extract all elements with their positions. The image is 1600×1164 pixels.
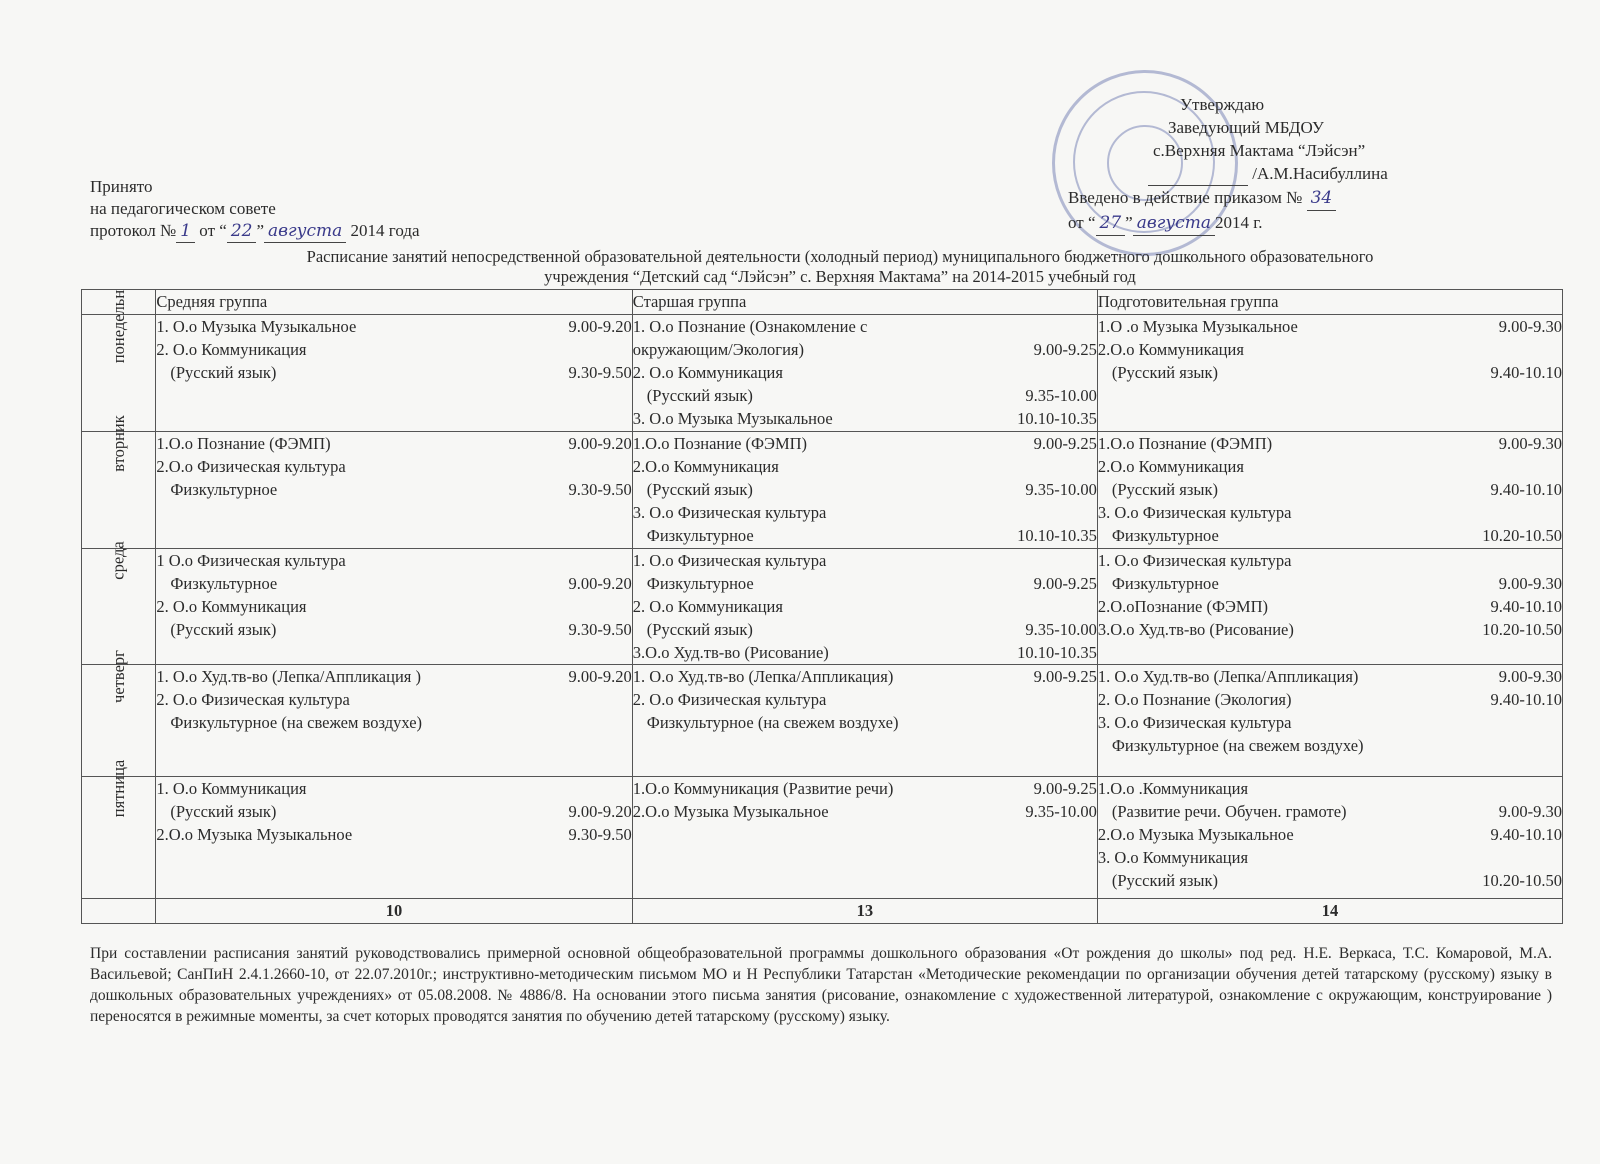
lesson-line	[1098, 524, 1562, 547]
lesson-line	[1098, 478, 1562, 501]
lesson-time: 9.30-9.50	[568, 480, 632, 499]
lesson-time: 10.20-10.50	[1482, 526, 1562, 545]
approve-from-label: от “	[1068, 213, 1096, 232]
table-row	[82, 549, 1563, 665]
schedule-cell	[1097, 315, 1562, 432]
lesson-time: 9.00-9.30	[1498, 802, 1562, 821]
table-row	[82, 777, 1563, 899]
lesson-line	[156, 595, 631, 618]
accepted-line1: Принято	[90, 177, 153, 196]
header-middle-group: Средняя группа	[156, 290, 632, 315]
lesson-line	[1098, 549, 1562, 572]
total-middle-group: 10	[156, 899, 632, 924]
lesson-time: 10.20-10.50	[1482, 620, 1562, 639]
lesson-text: 3. О.о Физическая культура	[1097, 713, 1292, 732]
lesson-time: 9.30-9.50	[568, 825, 632, 844]
footnote: При составлении расписания занятий руководствовались примерной основной общеобразовательной программы дошкольного образования «От рождения до школы» под ред. Н.Е. Веркаса, Т.С. Комаровой, М.А. Васильевой; СанПиН 2.4.1.2660-10, от 22.07.2010г.; инструктивно-методическим письмом МО и Н Республики Татарстан «Методические рекомендации по организации обучения детей татарскому (русскому) языку в дошкольных образовательных учреждениях» от 05.08.2008. № 4886/8. На основании этого письма занятия (рисование, ознакомление с художественной литературой, ознакомление с окружающим, конструирование ) переносятся в режимные моменты, за счет которых проводятся занятия по обучению детей татарскому (русскому) языку.	[90, 945, 1552, 1025]
lesson-line	[1098, 338, 1562, 361]
schedule-cell	[1097, 549, 1562, 665]
schedule-cell	[1097, 665, 1562, 777]
lesson-time: 9.40-10.10	[1490, 690, 1562, 709]
schedule-cell	[632, 665, 1097, 777]
lesson-text: окружающим/Экология)	[632, 340, 804, 359]
approve-block	[1068, 93, 1488, 236]
lesson-line	[1098, 800, 1562, 823]
lesson-time: 9.00-9.20	[568, 802, 632, 821]
lesson-text: 2. О.о Физическая культура	[632, 690, 827, 709]
day-label: четверг	[109, 650, 129, 703]
lesson-line	[1098, 823, 1562, 846]
lesson-text: Физкультурное	[646, 574, 754, 593]
lesson-text: 1.О.о .Коммуникация	[1097, 779, 1249, 798]
day-cell	[82, 541, 156, 665]
lesson-line	[633, 688, 1097, 711]
lesson-text: 2.О.о Коммуникация	[632, 457, 779, 476]
lesson-text: 2.О.о Коммуникация	[1097, 457, 1244, 476]
lesson-text: (Русский язык)	[646, 480, 753, 499]
lesson-text: (Русский язык)	[1111, 871, 1218, 890]
lesson-line	[156, 478, 631, 501]
lesson-time: 9.40-10.10	[1490, 363, 1562, 382]
lesson-text: (Русский язык)	[170, 802, 277, 821]
lesson-time: 9.00-9.25	[1033, 434, 1097, 453]
lesson-time: 9.00-9.25	[1033, 340, 1097, 359]
lesson-time: 9.35-10.00	[1025, 802, 1097, 821]
lesson-text: (Русский язык)	[646, 620, 753, 639]
day-cell	[82, 759, 156, 899]
lesson-text: 1. О.о Худ.тв-во (Лепка/Аппликация )	[156, 667, 421, 686]
lesson-text: (Русский язык)	[1111, 480, 1218, 499]
lesson-text: 1.О.о Познание (ФЭМП)	[632, 434, 808, 453]
lesson-line	[156, 361, 631, 384]
lesson-line	[1098, 734, 1562, 757]
lesson-time: 9.35-10.00	[1025, 480, 1097, 499]
lesson-text: Физкультурное (на свежем воздухе)	[1111, 736, 1364, 755]
day-label: понедельн	[109, 289, 129, 364]
lesson-line	[156, 315, 631, 338]
approve-order-line	[1068, 186, 1488, 211]
lesson-text: 2. О.о Коммуникация	[632, 363, 783, 382]
lesson-text: 1.О.о Познание (ФЭМП)	[1097, 434, 1273, 453]
lesson-line	[633, 595, 1097, 618]
protocol-line: протокол № 1 от “ 22 ” августа 2014 года	[90, 221, 420, 241]
protocol-month: августа	[264, 220, 346, 243]
lesson-text: Физкультурное (на свежем воздухе)	[170, 713, 423, 732]
lesson-time: 9.00-9.20	[568, 434, 632, 453]
document-title	[120, 247, 1560, 287]
lesson-time: 9.00-9.25	[1033, 667, 1097, 686]
lesson-text: 1.О.о Коммуникация (Развитие речи)	[632, 779, 894, 798]
lesson-line	[633, 455, 1097, 478]
approve-name: /А.М.Насибуллина	[1252, 164, 1388, 183]
lesson-line	[156, 800, 631, 823]
lesson-time: 9.35-10.00	[1025, 386, 1097, 405]
lesson-text: 2. О.о Коммуникация	[156, 597, 307, 616]
lesson-line	[633, 407, 1097, 430]
lesson-line	[1098, 846, 1562, 869]
schedule-cell	[156, 432, 632, 549]
lesson-line	[156, 665, 631, 688]
approve-order-number: 34	[1307, 187, 1337, 211]
signature	[1148, 162, 1248, 186]
title-line2: учреждения “Детский сад “Лэйсэн” с. Верхняя Мактама” на 2014-2015 учебный год	[544, 267, 1136, 286]
lesson-time: 9.30-9.50	[568, 363, 632, 382]
lesson-time: 9.00-9.30	[1498, 434, 1562, 453]
lesson-line	[633, 800, 1097, 823]
lesson-line	[1098, 595, 1562, 618]
lesson-line	[1098, 665, 1562, 688]
lesson-line	[156, 455, 631, 478]
lesson-text: 1.О .о Музыка Музыкальное	[1097, 317, 1298, 336]
lesson-line	[1098, 315, 1562, 338]
lesson-text: 1. О.о Худ.тв-во (Лепка/Аппликация)	[1097, 667, 1359, 686]
table-row	[82, 315, 1563, 432]
lesson-time: 9.00-9.20	[568, 574, 632, 593]
day-label: пятница	[109, 759, 129, 818]
lesson-line	[633, 572, 1097, 595]
lesson-line	[633, 777, 1097, 800]
lesson-line	[633, 665, 1097, 688]
lesson-line	[633, 501, 1097, 524]
schedule-cell	[156, 549, 632, 665]
lesson-text: Физкультурное	[170, 574, 278, 593]
lesson-text: 2.О.о Музыка Музыкальное	[156, 825, 353, 844]
lesson-time: 9.35-10.00	[1025, 620, 1097, 639]
schedule-cell	[1097, 777, 1562, 899]
lesson-text: 3. О.о Физическая культура	[632, 503, 827, 522]
totals-corner	[82, 899, 156, 924]
schedule-cell	[156, 315, 632, 432]
table-header-row	[82, 290, 1563, 315]
lesson-line	[156, 432, 631, 455]
header-preparatory-group: Подготовительная группа	[1097, 290, 1562, 315]
lesson-line	[156, 618, 631, 641]
lesson-line	[156, 823, 631, 846]
schedule-cell	[632, 777, 1097, 899]
lesson-text: 2.О.оПознание (ФЭМП)	[1097, 597, 1268, 616]
lesson-text: 3. О.о Физическая культура	[1097, 503, 1292, 522]
approve-line1: Утверждаю	[1180, 95, 1265, 114]
lesson-time: 10.10-10.35	[1017, 409, 1097, 428]
lesson-line	[1098, 455, 1562, 478]
lesson-line	[633, 432, 1097, 455]
schedule-cell	[632, 315, 1097, 432]
approve-line3: с.Верхняя Мактама “Лэйсэн”	[1153, 141, 1366, 160]
lesson-line	[633, 338, 1097, 361]
total-senior-group: 13	[632, 899, 1097, 924]
lesson-text: 3.О.о Худ.тв-во (Рисование)	[1097, 620, 1294, 639]
lesson-time: 9.00-9.30	[1498, 667, 1562, 686]
lesson-time: 9.40-10.10	[1490, 825, 1562, 844]
approve-line2: Заведующий МБДОУ	[1168, 118, 1324, 137]
lesson-time: 9.00-9.30	[1498, 574, 1562, 593]
lesson-text: 2. О.о Коммуникация	[632, 597, 783, 616]
lesson-line	[1098, 711, 1562, 734]
table-row	[82, 665, 1563, 777]
lesson-time: 9.00-9.30	[1498, 317, 1562, 336]
lesson-text: Физкультурное	[170, 480, 278, 499]
lesson-time: 10.20-10.50	[1482, 871, 1562, 890]
lesson-time: 9.40-10.10	[1490, 597, 1562, 616]
approve-date-line: от “ 27 ” августа 2014 г.	[1068, 211, 1488, 236]
lesson-line	[633, 641, 1097, 664]
lesson-text: 1. О.о Коммуникация	[156, 779, 307, 798]
lesson-line	[1098, 688, 1562, 711]
table-row	[82, 432, 1563, 549]
lesson-time: 9.30-9.50	[568, 620, 632, 639]
lesson-text: 1. О.о Физическая культура	[1097, 551, 1292, 570]
schedule-cell	[632, 432, 1097, 549]
lesson-text: 3. О.о Музыка Музыкальное	[632, 409, 833, 428]
protocol-prefix: протокол №	[90, 221, 177, 240]
lesson-line	[633, 361, 1097, 384]
lesson-text: Физкультурное (на свежем воздухе)	[646, 713, 899, 732]
lesson-text: Физкультурное	[646, 526, 754, 545]
totals-row	[82, 899, 1563, 924]
header-senior-group: Старшая группа	[632, 290, 1097, 315]
schedule-table	[81, 289, 1563, 924]
lesson-text: (Русский язык)	[1111, 363, 1218, 382]
lesson-text: 1. О.о Познание (Ознакомление с	[632, 317, 868, 336]
lesson-line	[156, 688, 631, 711]
lesson-time: 10.10-10.35	[1017, 643, 1097, 662]
lesson-line	[1098, 432, 1562, 455]
lesson-time: 9.00-9.20	[568, 667, 632, 686]
day-label: среда	[109, 541, 129, 580]
lesson-time: 9.00-9.20	[568, 317, 632, 336]
lesson-line	[633, 384, 1097, 407]
schedule-cell	[1097, 432, 1562, 549]
lesson-text: 2.О.о Коммуникация	[1097, 340, 1244, 359]
approve-year: 2014 г.	[1214, 213, 1263, 232]
day-cell	[82, 415, 156, 549]
lesson-text: Физкультурное	[1111, 526, 1219, 545]
lesson-text: 1. О.о Физическая культура	[632, 551, 827, 570]
lesson-text: 2. О.о Физическая культура	[156, 690, 350, 709]
lesson-line	[1098, 361, 1562, 384]
lesson-line	[633, 618, 1097, 641]
approve-signature-line	[1068, 162, 1488, 186]
lesson-line	[1098, 501, 1562, 524]
lesson-line	[633, 549, 1097, 572]
lesson-text: 1. О.о Музыка Музыкальное	[156, 317, 357, 336]
lesson-line	[156, 549, 631, 572]
lesson-line	[1098, 869, 1562, 892]
lesson-text: 2. О.о Познание (Экология)	[1097, 690, 1292, 709]
lesson-text: 1 О.о Физическая культура	[156, 551, 346, 570]
accepted-block	[90, 176, 420, 243]
lesson-text: 1. О.о Худ.тв-во (Лепка/Аппликация)	[632, 667, 894, 686]
lesson-line	[156, 572, 631, 595]
lesson-text: 2.О.о Физическая культура	[156, 457, 346, 476]
lesson-time: 10.10-10.35	[1017, 526, 1097, 545]
lesson-text: 2.О.о Музыка Музыкальное	[632, 802, 829, 821]
accepted-line2: на педагогическом совете	[90, 199, 276, 218]
lesson-line	[1098, 777, 1562, 800]
lesson-time: 9.40-10.10	[1490, 480, 1562, 499]
lesson-time: 9.00-9.25	[1033, 574, 1097, 593]
lesson-text: 2. О.о Коммуникация	[156, 340, 307, 359]
lesson-line	[633, 711, 1097, 734]
lesson-line	[1098, 572, 1562, 595]
protocol-from-label: от “	[199, 221, 227, 240]
lesson-text: Физкультурное	[1111, 574, 1219, 593]
approve-order-prefix: Введено в действие приказом №	[1068, 188, 1303, 207]
lesson-text: (Русский язык)	[646, 386, 753, 405]
protocol-number: 1	[176, 220, 195, 243]
approve-month: августа	[1133, 212, 1215, 236]
schedule-cell	[156, 777, 632, 899]
lesson-line	[1098, 618, 1562, 641]
lesson-line	[156, 777, 631, 800]
lesson-text: (Русский язык)	[170, 620, 277, 639]
approve-day: 27	[1096, 212, 1126, 236]
lesson-time: 9.00-9.25	[1033, 779, 1097, 798]
lesson-line	[633, 478, 1097, 501]
schedule-cell	[156, 665, 632, 777]
lesson-text: 3.О.о Худ.тв-во (Рисование)	[632, 643, 829, 662]
lesson-text: (Развитие речи. Обучен. грамоте)	[1111, 802, 1347, 821]
lesson-line	[633, 315, 1097, 338]
lesson-text: 1.О.о Познание (ФЭМП)	[156, 434, 331, 453]
lesson-text: 2.О.о Музыка Музыкальное	[1097, 825, 1294, 844]
total-preparatory-group: 14	[1097, 899, 1562, 924]
lesson-line	[156, 711, 631, 734]
title-line1: Расписание занятий непосредственной образовательной деятельности (холодный период) муниципального бюджетного дошкольного образовательного	[306, 247, 1374, 266]
day-label: вторник	[109, 415, 129, 472]
lesson-text: 3. О.о Коммуникация	[1097, 848, 1249, 867]
schedule-cell	[632, 549, 1097, 665]
protocol-day: 22	[227, 220, 257, 243]
lesson-line	[156, 338, 631, 361]
lesson-text: (Русский язык)	[170, 363, 277, 382]
protocol-year: 2014 года	[350, 221, 420, 240]
lesson-line	[633, 524, 1097, 547]
